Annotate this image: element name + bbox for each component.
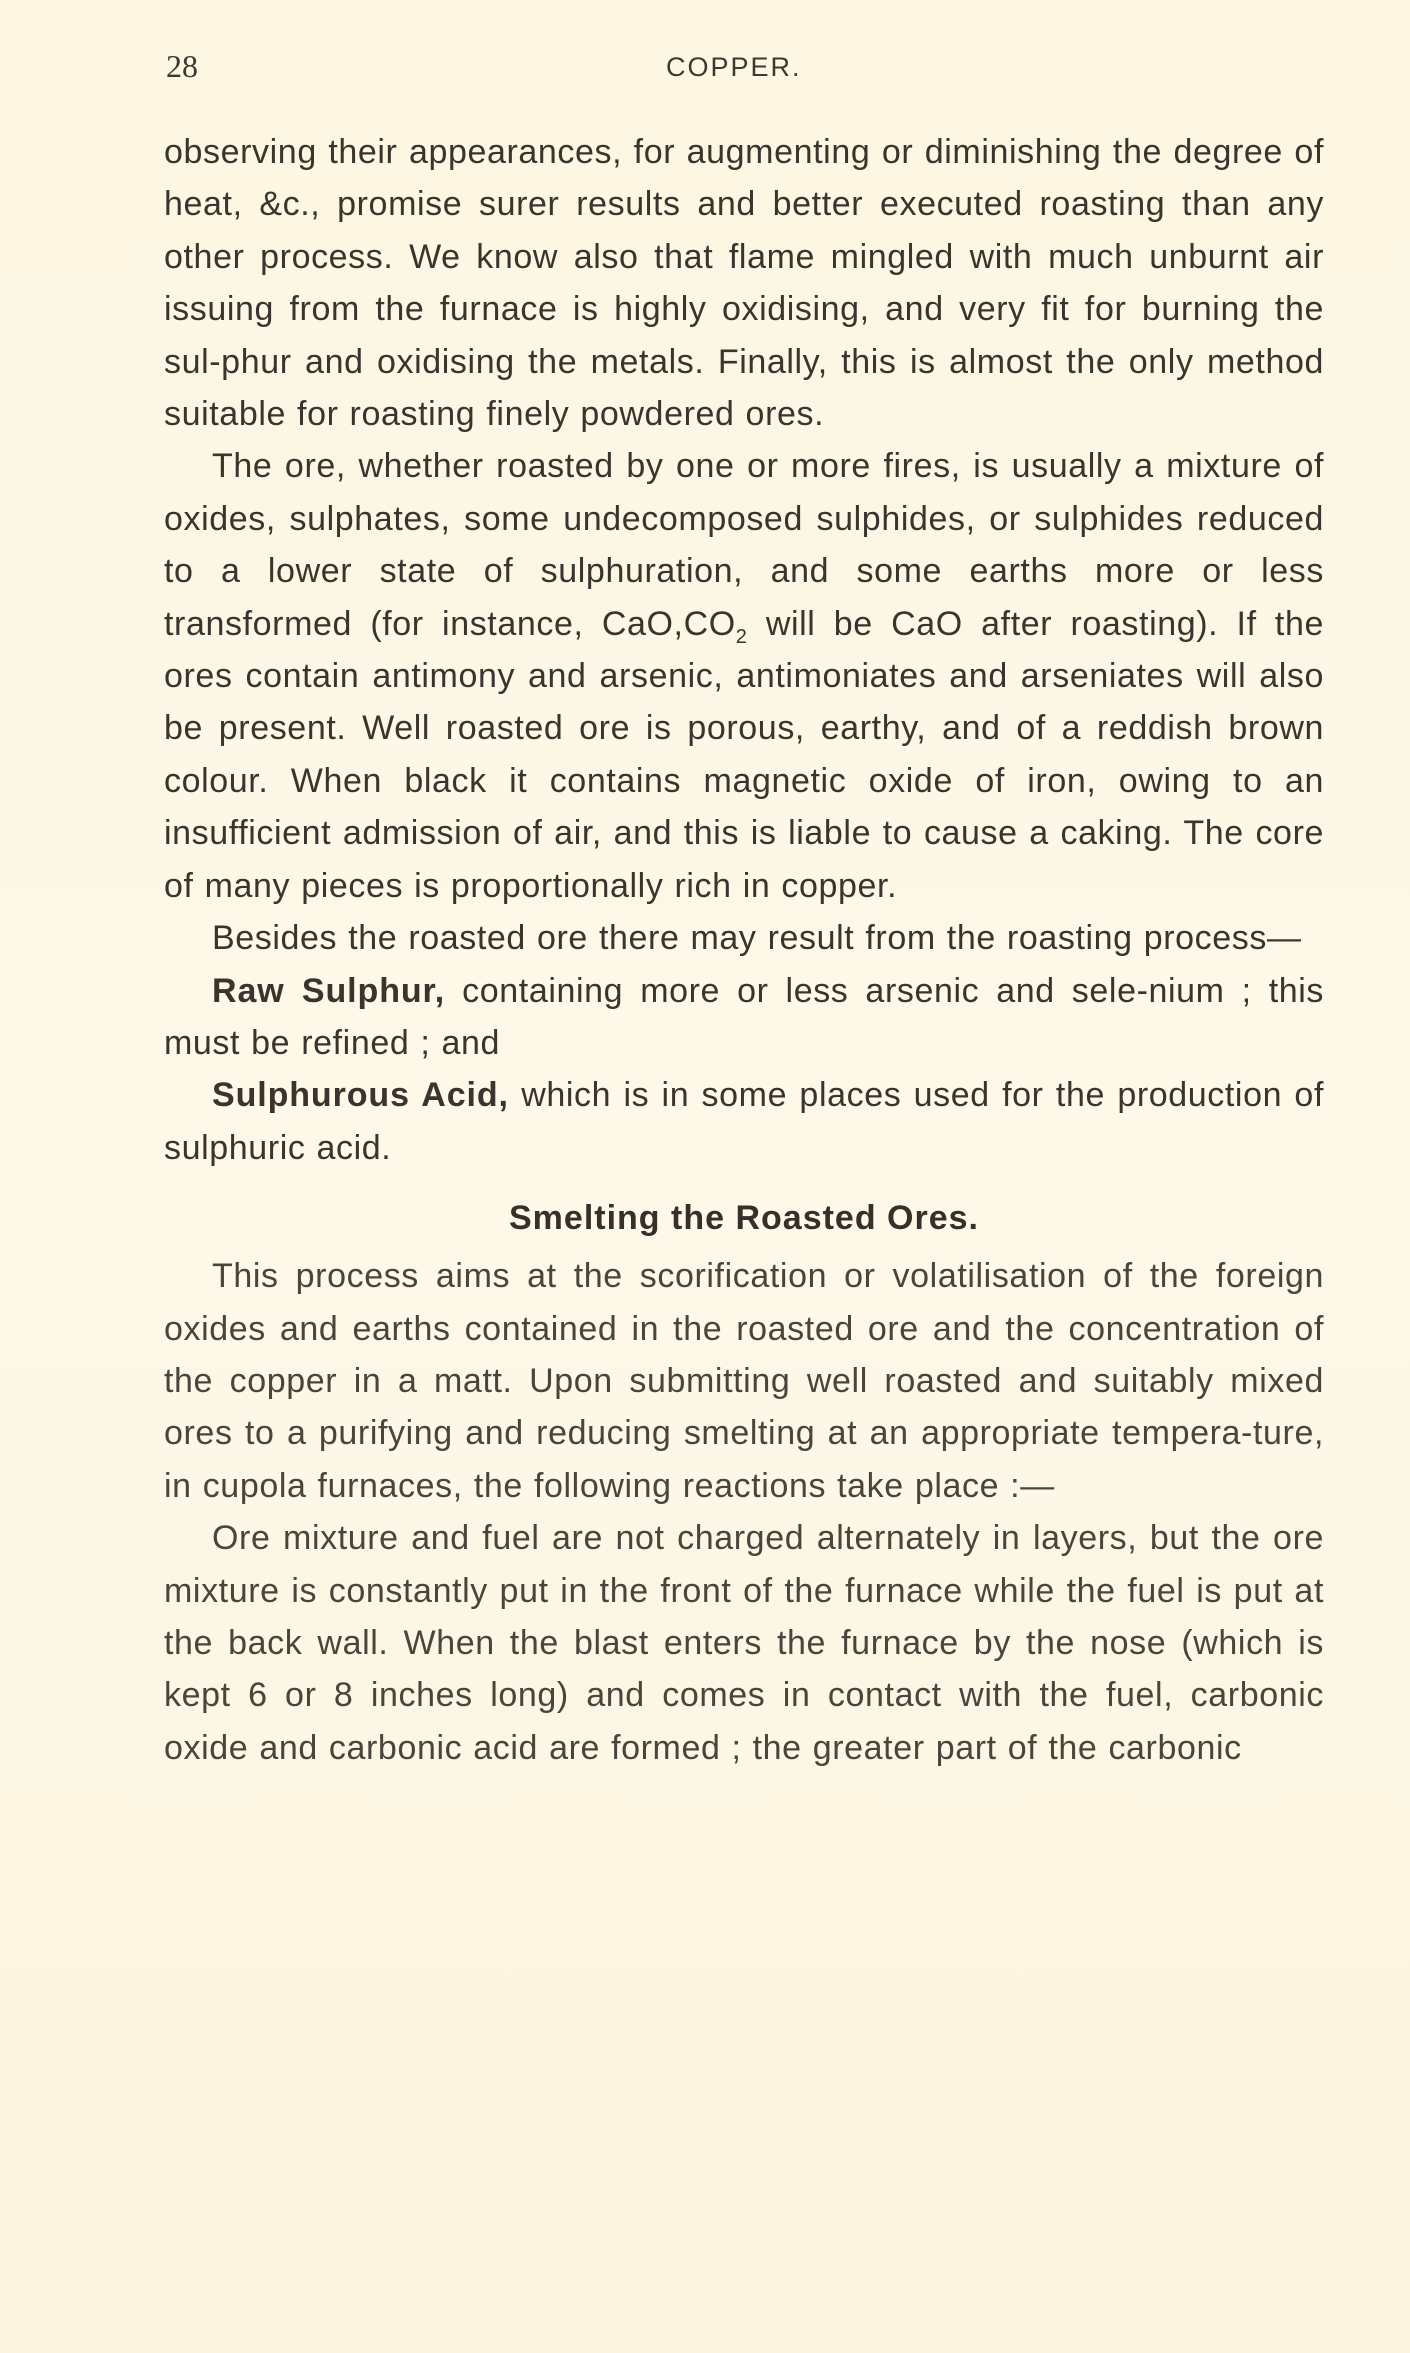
paragraph-raw-sulphur [164, 965, 1324, 1070]
paragraph-sulphurous-acid [164, 1069, 1324, 1174]
running-head: COPPER. [666, 52, 802, 82]
section-heading: Smelting the Roasted Ores. [509, 1199, 979, 1238]
paragraph-roasted-ore-part1: The ore, whether roasted by one or more fires, is usually a mixture of oxides, sulphates, some undecomposed sulphides, or sulphides reduced to a lower state of sulphuration, and some earths more or less transformed (for instance, CaO,CO [164, 447, 1324, 643]
paragraph-roasted-ore [164, 440, 1324, 912]
sulphurous-acid-description: which is in some places used for the production of sulphuric acid. [164, 1076, 1324, 1167]
paragraph-continuation: observing their appearances, for augmenting or diminishing the degree of heat, &c., promise surer results and better executed roasting than any other process. We know also that flame mingled with much unburnt air issuing from the furnace is highly oxidising, and very fit for burning the sul-phur and oxidising the metals. Finally, this is almost the only method suitable for roasting finely powdered ores. [164, 133, 1324, 434]
page-header [166, 48, 1326, 88]
paragraph-smelting-aims: This process aims at the scorification or volatilisation of the foreign oxides and earths contained in the roasted ore and the concentration of the copper in a matt. Upon submitting well roasted and suitably mixed ores to a purifying and reducing smelting at an appropriate tempera-ture, in cupola furnaces, the following reactions take place :— [164, 1257, 1324, 1505]
paragraph-roasted-ore-part2: will be CaO after roasting). If the ores contain antimony and arsenic, antimoniates and arseniates will also be present. Well roasted ore is porous, earthy, and of a reddish brown colour. When black it contains magnetic oxide of iron, owing to an insufficient admission of air, and this is liable to cause a caking. The core of many pieces is proportionally rich in copper. [164, 604, 1324, 905]
paragraph-ore-mixture: Ore mixture and fuel are not charged alternately in layers, but the ore mixture is constantly put in the front of the furnace while the fuel is put at the back wall. When the blast enters the furnace by the nose (which is kept 6 or 8 inches long) and comes in contact with the fuel, carbonic oxide and carbonic acid are formed ; the greater part of the carbonic [164, 1519, 1324, 1767]
term-raw-sulphur: Raw Sulphur, [212, 971, 446, 1010]
paragraph-byproducts: Besides the roasted ore there may result from the roasting process— [212, 919, 1302, 958]
subscript-two: 2 [735, 625, 748, 648]
term-sulphurous-acid: Sulphurous Acid, [212, 1076, 509, 1115]
raw-sulphur-description: containing more or less arsenic and sele-nium ; this must be refined ; and [164, 971, 1325, 1062]
body-text [164, 126, 1324, 1774]
page-number: 28 [166, 48, 198, 84]
